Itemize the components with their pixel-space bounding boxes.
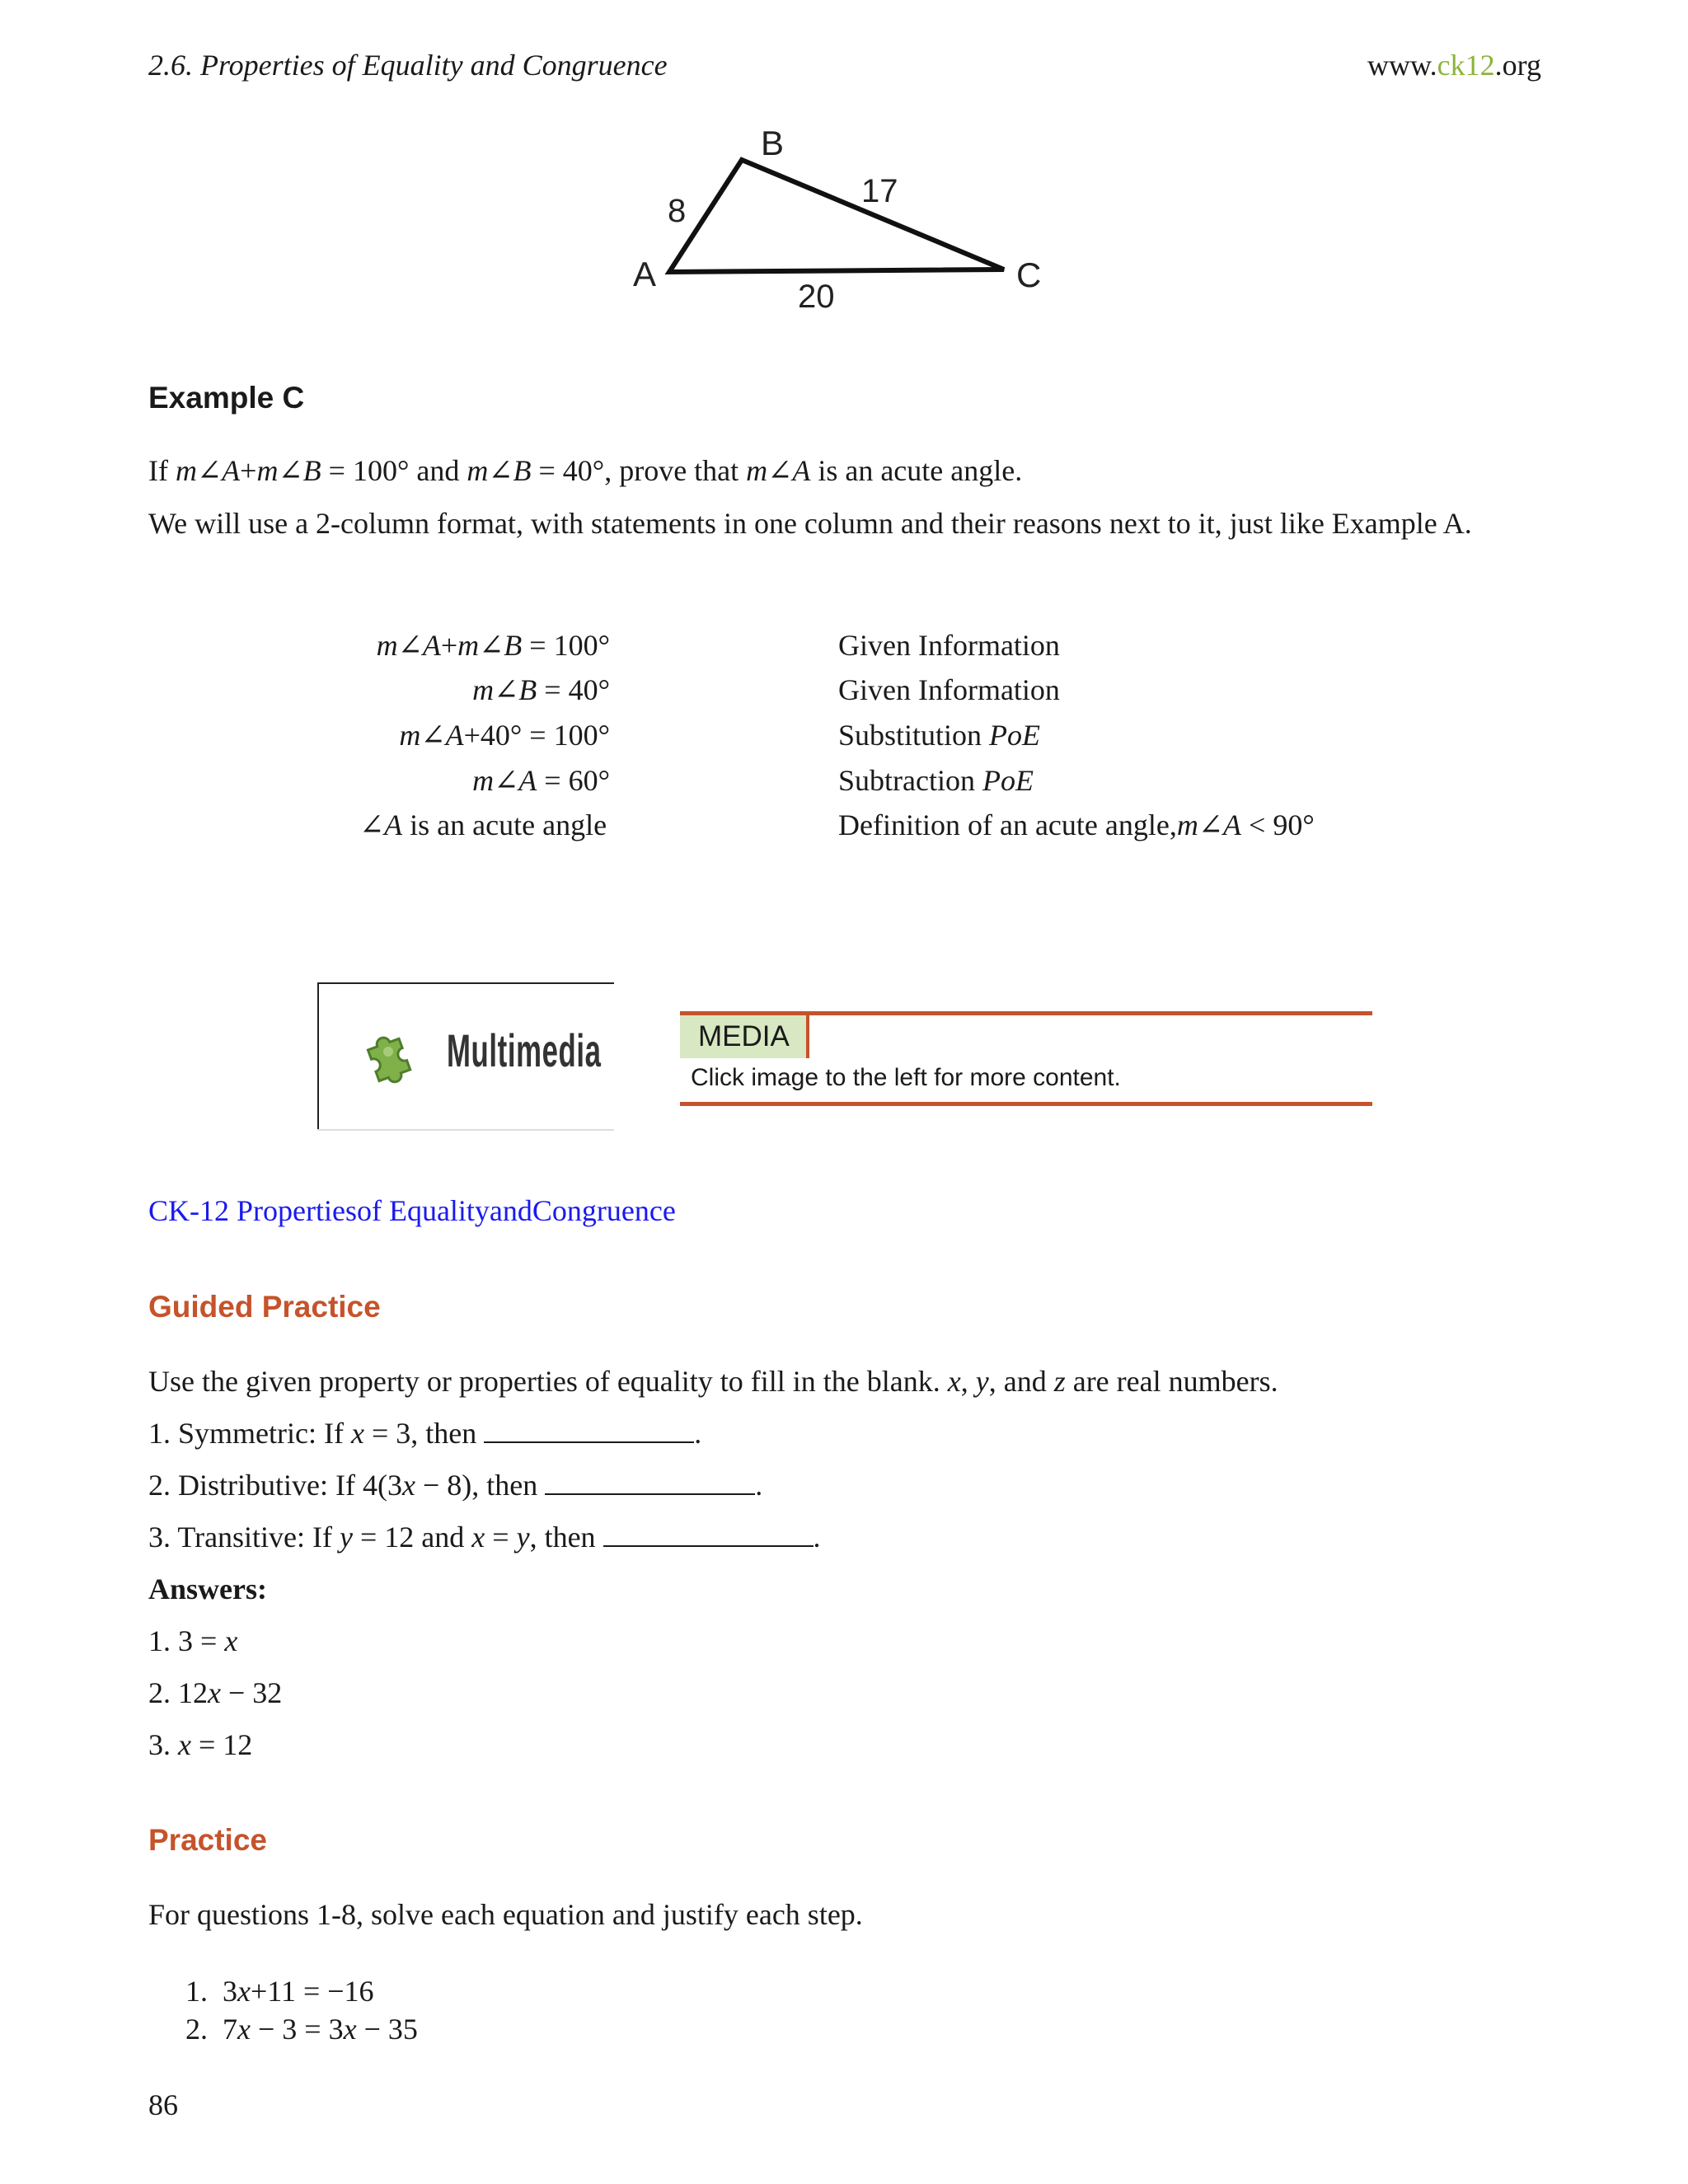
proof-statement-4: m∠A = 60°	[472, 764, 610, 797]
proof-statement-5: ∠A is an acute angle	[359, 808, 607, 841]
vertex-label-c: C	[1016, 255, 1042, 294]
example-c-problem: If m∠A+m∠B = 100° and m∠B = 40°, prove that m∠A is an acute angle.	[148, 454, 1023, 487]
answers-heading: Answers:	[148, 1572, 267, 1605]
thumbnail-bottom-edge	[317, 1129, 614, 1131]
site-suffix: .org	[1494, 49, 1541, 82]
proof-reason-3	[838, 718, 1040, 752]
multimedia-label: Multimedia	[447, 1024, 602, 1076]
guided-question-2: 2. Distributive: If 4(3x − 8), then .	[148, 1469, 763, 1502]
proof-reason-1: Given Information	[838, 629, 1060, 662]
site-brand: ck12	[1437, 49, 1495, 82]
running-header-title: 2.6. Properties of Equality and Congruence	[148, 49, 668, 82]
proof-statement-2: m∠B = 40°	[472, 673, 610, 706]
triangle-figure	[610, 120, 1071, 334]
example-c-heading: Example C	[148, 381, 305, 415]
answer-2: 2. 12x − 32	[148, 1676, 283, 1709]
proof-reason-2: Given Information	[838, 673, 1060, 706]
triangle-abc	[669, 160, 1004, 272]
practice-question-2: 2. 7x − 3 = 3x − 35	[185, 2013, 418, 2046]
media-caption: Click image to the left for more content.	[691, 1064, 1121, 1091]
answer-blank-2	[545, 1474, 755, 1495]
media-bottom-rule	[680, 1102, 1372, 1106]
q2-label: 2. Distributive: If	[148, 1469, 355, 1502]
proof-statement-3: m∠A+40° = 100°	[399, 719, 610, 752]
vertex-label-b: B	[761, 124, 785, 162]
guided-question-3: 3. Transitive: If y = 12 and x = y, then .	[148, 1521, 821, 1554]
side-label-bc: 17	[861, 173, 898, 209]
proof-reason-5: Definition of an acute angle,m∠A < 90°	[838, 808, 1315, 841]
multimedia-thumbnail[interactable]	[317, 982, 614, 1129]
reason-5-text: Definition of an acute angle,	[838, 808, 1177, 841]
practice-heading: Practice	[148, 1823, 267, 1857]
site-prefix: www.	[1367, 49, 1437, 82]
reason-3-poe: PoE	[989, 719, 1041, 752]
instructions-text: Use the given property or properties of equality to fill in the blank.	[148, 1365, 940, 1398]
page-number: 86	[148, 2088, 178, 2121]
proof-reason-4	[838, 763, 1034, 798]
practice-instructions: For questions 1-8, solve each equation and justify each step.	[148, 1898, 863, 1931]
example-c-intro: We will use a 2-column format, with statements in one column and their reasons next to it, just like Example A.	[148, 507, 1472, 540]
reason-4-text: Subtraction	[838, 764, 975, 797]
guided-practice-heading: Guided Practice	[148, 1290, 381, 1324]
side-label-ab: 8	[668, 193, 687, 229]
answer-blank-3	[603, 1526, 814, 1547]
practice-question-1: 1. 3x+11 = −16	[185, 1975, 374, 2008]
q3-label: 3. Transitive: If	[148, 1521, 333, 1554]
reason-4-poe: PoE	[982, 764, 1034, 797]
media-tag: MEDIA	[680, 1015, 809, 1058]
guided-question-1: 1. Symmetric: If x = 3, then .	[148, 1417, 702, 1450]
answer-1: 1. 3 = x	[148, 1624, 238, 1657]
puzzle-piece-icon	[360, 1024, 426, 1090]
ck12-video-link[interactable]: CK-12 Propertiesof EqualityandCongruence	[148, 1194, 676, 1227]
proof-statement-1: m∠A+m∠B = 100°	[376, 629, 610, 662]
vertex-label-a: A	[633, 255, 657, 293]
side-label-ac: 20	[798, 279, 835, 315]
answer-3: 3. x = 12	[148, 1728, 253, 1761]
reason-3-text: Substitution	[838, 719, 982, 752]
q1-label: 1. Symmetric: If	[148, 1417, 344, 1450]
answer-blank-1	[484, 1422, 694, 1443]
running-header-site	[1367, 48, 1541, 82]
guided-practice-instructions: Use the given property or properties of equality to fill in the blank. x, y, and z are real numbers.	[148, 1365, 1278, 1398]
